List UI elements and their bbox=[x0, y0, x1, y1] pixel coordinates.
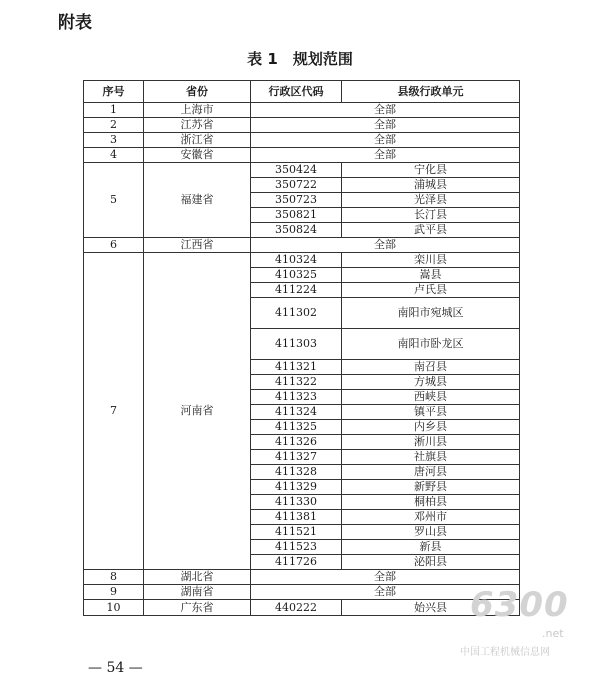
county-code: 350723 bbox=[251, 193, 342, 208]
row-province: 福建省 bbox=[144, 163, 251, 238]
county-code: 411726 bbox=[251, 555, 342, 570]
county-name: 光泽县 bbox=[342, 193, 520, 208]
table-header-row bbox=[84, 81, 520, 103]
county-code: 411330 bbox=[251, 495, 342, 510]
county-name: 唐河县 bbox=[342, 465, 520, 480]
county-name: 内乡县 bbox=[342, 420, 520, 435]
county-name: 桐柏县 bbox=[342, 495, 520, 510]
row-no: 1 bbox=[84, 103, 144, 118]
table-row bbox=[84, 163, 520, 178]
header-unit: 县级行政单元 bbox=[342, 81, 520, 103]
county-name: 方城县 bbox=[342, 375, 520, 390]
header-code: 行政区代码 bbox=[251, 81, 342, 103]
watermark-site-name: 中国工程机械信息网 bbox=[460, 647, 550, 658]
table-row bbox=[84, 253, 520, 268]
row-scope: 全部 bbox=[251, 570, 520, 585]
county-code: 411326 bbox=[251, 435, 342, 450]
county-code: 350821 bbox=[251, 208, 342, 223]
county-name: 邓州市 bbox=[342, 510, 520, 525]
county-code: 410325 bbox=[251, 268, 342, 283]
county-name: 罗山县 bbox=[342, 525, 520, 540]
row-no: 3 bbox=[84, 133, 144, 148]
county-code: 411329 bbox=[251, 480, 342, 495]
county-code: 411521 bbox=[251, 525, 342, 540]
county-code: 350424 bbox=[251, 163, 342, 178]
row-province: 上海市 bbox=[144, 103, 251, 118]
county-code: 350824 bbox=[251, 223, 342, 238]
county-name: 卢氏县 bbox=[342, 283, 520, 298]
county-code: 440222 bbox=[251, 600, 342, 616]
county-name: 新县 bbox=[342, 540, 520, 555]
row-no: 7 bbox=[84, 253, 144, 570]
row-scope: 全部 bbox=[251, 585, 520, 600]
table-row bbox=[84, 238, 520, 253]
row-province: 浙江省 bbox=[144, 133, 251, 148]
row-no: 8 bbox=[84, 570, 144, 585]
planning-scope-table bbox=[83, 80, 520, 616]
county-name: 西峡县 bbox=[342, 390, 520, 405]
county-code: 411324 bbox=[251, 405, 342, 420]
watermark-number: 6300 bbox=[470, 585, 569, 625]
county-code: 411322 bbox=[251, 375, 342, 390]
row-scope: 全部 bbox=[251, 133, 520, 148]
table-row bbox=[84, 585, 520, 600]
county-code: 411327 bbox=[251, 450, 342, 465]
county-code: 411523 bbox=[251, 540, 342, 555]
county-code: 411321 bbox=[251, 360, 342, 375]
table-row bbox=[84, 570, 520, 585]
row-no: 5 bbox=[84, 163, 144, 238]
row-province: 江苏省 bbox=[144, 118, 251, 133]
table-row bbox=[84, 103, 520, 118]
county-name: 嵩县 bbox=[342, 268, 520, 283]
table-row bbox=[84, 600, 520, 616]
row-no: 10 bbox=[84, 600, 144, 616]
row-province: 广东省 bbox=[144, 600, 251, 616]
county-code: 411323 bbox=[251, 390, 342, 405]
county-name: 泌阳县 bbox=[342, 555, 520, 570]
row-scope: 全部 bbox=[251, 103, 520, 118]
row-scope: 全部 bbox=[251, 148, 520, 163]
site-watermark bbox=[460, 585, 598, 660]
row-scope: 全部 bbox=[251, 238, 520, 253]
county-name: 淅川县 bbox=[342, 435, 520, 450]
county-name: 武平县 bbox=[342, 223, 520, 238]
row-no: 2 bbox=[84, 118, 144, 133]
county-name: 栾川县 bbox=[342, 253, 520, 268]
county-name: 宁化县 bbox=[342, 163, 520, 178]
county-name: 长汀县 bbox=[342, 208, 520, 223]
county-code: 411381 bbox=[251, 510, 342, 525]
table-row bbox=[84, 133, 520, 148]
row-province: 江西省 bbox=[144, 238, 251, 253]
county-code: 411325 bbox=[251, 420, 342, 435]
row-no: 4 bbox=[84, 148, 144, 163]
county-name: 浦城县 bbox=[342, 178, 520, 193]
table-row bbox=[84, 118, 520, 133]
county-code: 411224 bbox=[251, 283, 342, 298]
county-code: 410324 bbox=[251, 253, 342, 268]
county-name: 南召县 bbox=[342, 360, 520, 375]
county-name: 南阳市宛城区 bbox=[342, 298, 520, 329]
header-province: 省份 bbox=[144, 81, 251, 103]
county-name: 南阳市卧龙区 bbox=[342, 329, 520, 360]
row-province: 湖北省 bbox=[144, 570, 251, 585]
row-province: 湖南省 bbox=[144, 585, 251, 600]
county-name: 始兴县 bbox=[342, 600, 520, 616]
row-no: 6 bbox=[84, 238, 144, 253]
header-no: 序号 bbox=[84, 81, 144, 103]
county-code: 411328 bbox=[251, 465, 342, 480]
row-province: 安徽省 bbox=[144, 148, 251, 163]
county-name: 镇平县 bbox=[342, 405, 520, 420]
table-row bbox=[84, 148, 520, 163]
row-province: 河南省 bbox=[144, 253, 251, 570]
county-name: 社旗县 bbox=[342, 450, 520, 465]
county-code: 411303 bbox=[251, 329, 342, 360]
table-title: 表 1 规划范围 bbox=[247, 50, 353, 68]
county-code: 411302 bbox=[251, 298, 342, 329]
page-number: — 54 — bbox=[88, 660, 143, 676]
appendix-label: 附表 bbox=[58, 13, 92, 33]
row-no: 9 bbox=[84, 585, 144, 600]
county-name: 新野县 bbox=[342, 480, 520, 495]
county-code: 350722 bbox=[251, 178, 342, 193]
row-scope: 全部 bbox=[251, 118, 520, 133]
watermark-domain: .net bbox=[542, 627, 564, 640]
